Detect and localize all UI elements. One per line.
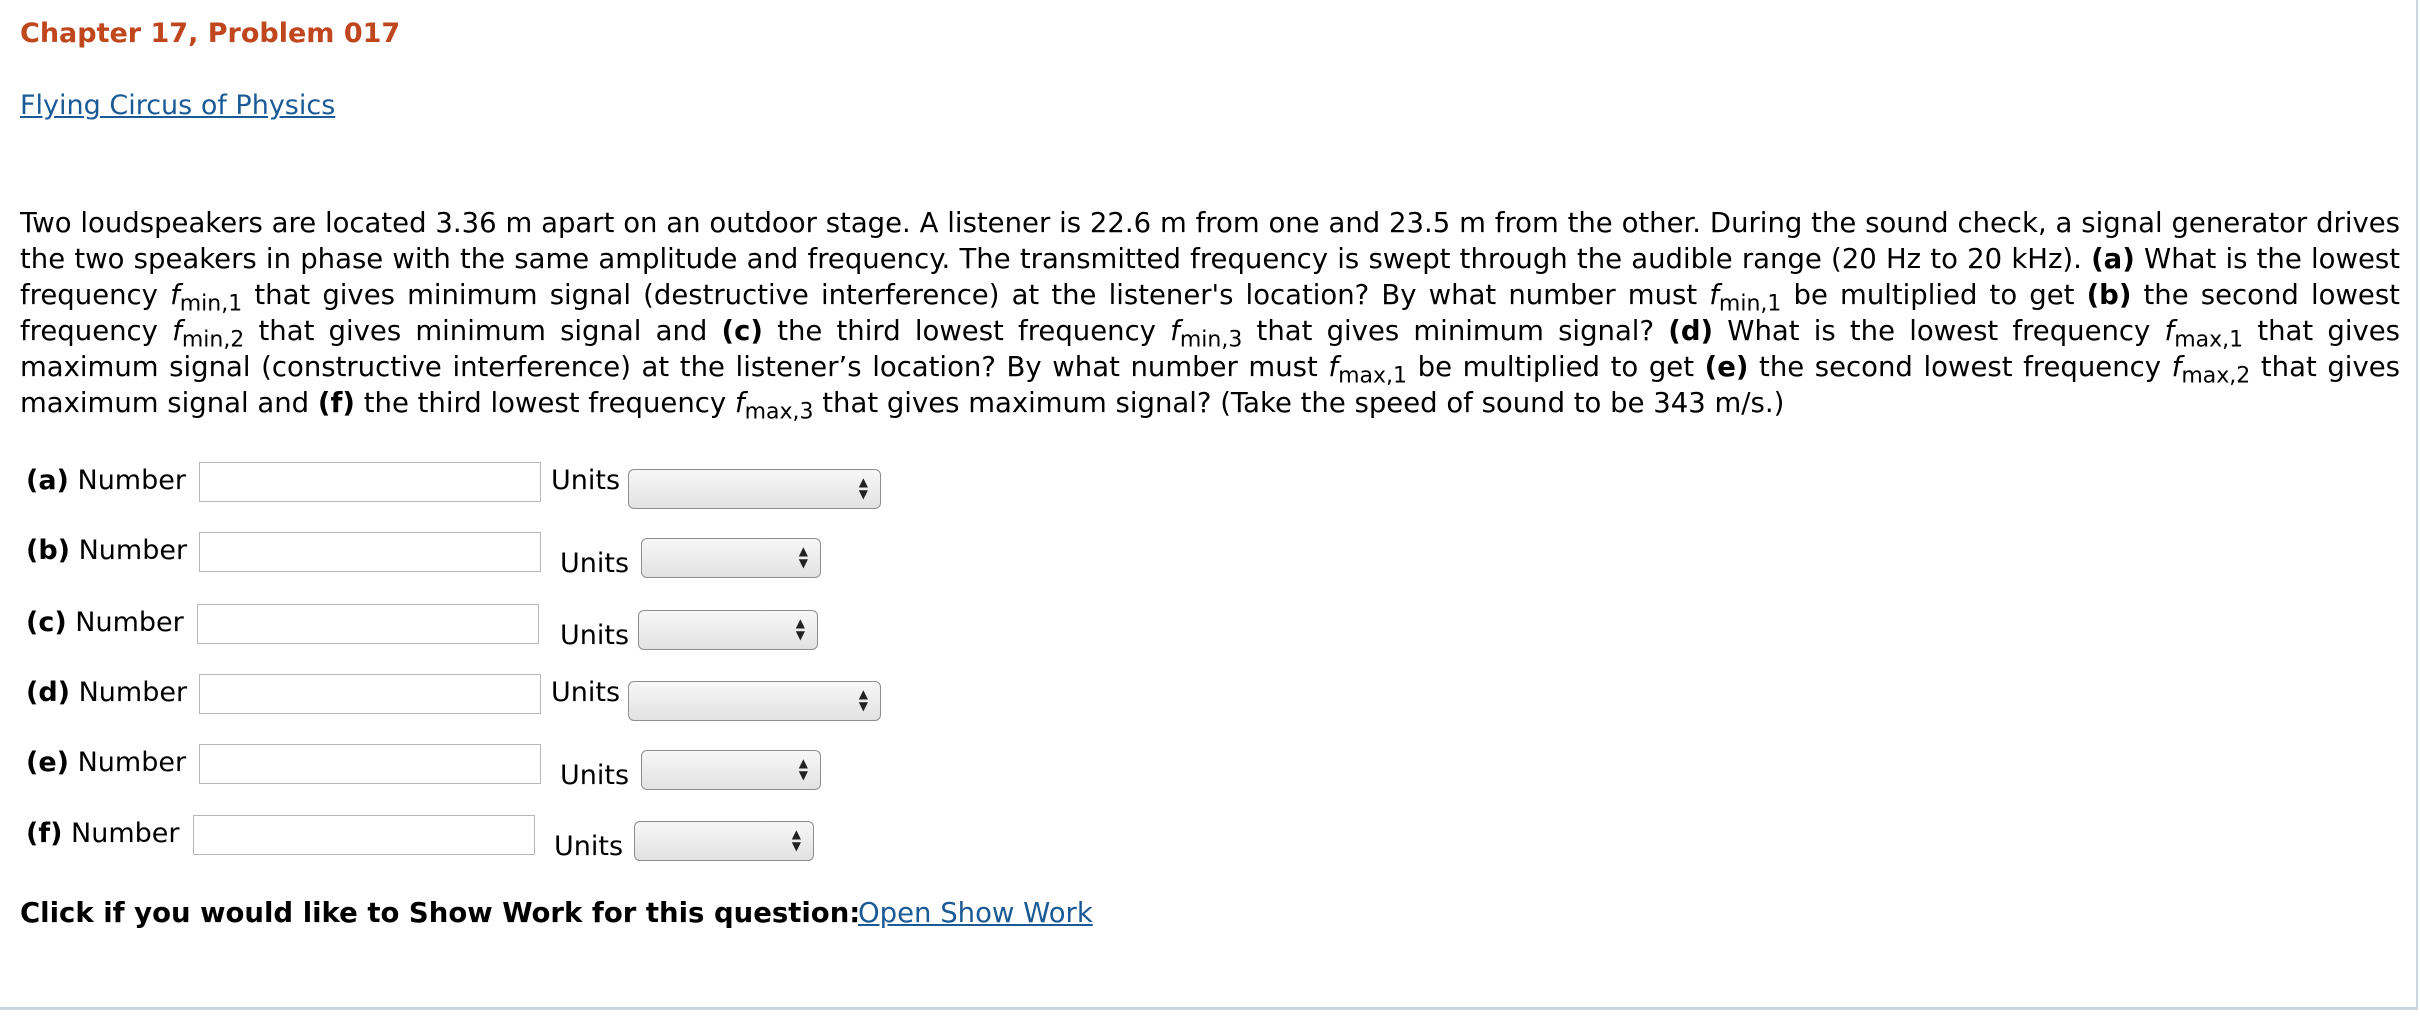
number-input-d[interactable] [199, 674, 541, 714]
subscript-max1: max,1 [2174, 327, 2244, 353]
units-select-a[interactable] [628, 469, 881, 509]
units-label-f: Units [554, 831, 624, 862]
part-a-text: What is the lowest frequency [20, 243, 2400, 311]
number-input-a[interactable] [199, 462, 541, 502]
symbol-f: f [734, 387, 745, 419]
problem-intro: Two loudspeakers are located 3.36 m apart on an outdoor stage. A listener is 22.6 m from one and 23.5 m from the other. During the sound check, a signal generator drives the two speakers in phase with the same amplitude and frequency. The transmitted frequency is swept through the audible range (20 Hz to 20 kHz). [20, 207, 2400, 275]
problem-statement [20, 205, 2401, 425]
answer-tag: (e) [26, 747, 69, 778]
part-e-text-2: that gives maximum signal and [20, 351, 2400, 419]
part-f-tag: (f) [317, 387, 355, 419]
answer-label-c [26, 607, 184, 638]
subscript-max1: max,1 [1338, 363, 1407, 389]
select-arrows-icon: ▲ ▼ [795, 616, 805, 642]
units-select-d[interactable] [628, 681, 881, 721]
part-d-tag: (d) [1668, 315, 1714, 347]
number-input-f[interactable] [193, 815, 535, 855]
part-b-text: the second lowest frequency [20, 279, 2400, 347]
show-work-prompt: Click if you would like to Show Work for this question: [20, 897, 861, 929]
answer-tag: (b) [26, 535, 71, 566]
symbol-f: f [172, 315, 182, 347]
subscript-min1: min,1 [179, 291, 243, 317]
symbol-f: f [170, 279, 180, 311]
part-e-tag: (e) [1704, 351, 1749, 383]
part-a-text-3: be multiplied to get [1793, 279, 2075, 311]
part-c-text-2: that gives minimum signal? [1256, 315, 1655, 347]
number-label: Number [78, 535, 188, 566]
units-select-c[interactable] [638, 610, 818, 650]
select-arrows-icon: ▲ ▼ [798, 756, 808, 782]
subscript-max3: max,3 [744, 399, 814, 425]
answer-label-b [26, 535, 187, 566]
number-input-e[interactable] [199, 744, 541, 784]
units-select-e[interactable] [641, 750, 821, 790]
subscript-min2: min,2 [181, 327, 245, 353]
units-select-b[interactable] [641, 538, 821, 578]
number-label: Number [77, 465, 186, 496]
part-f-text: the third lowest frequency [363, 387, 727, 419]
number-label: Number [71, 818, 180, 849]
problem-title: Chapter 17, Problem 017 [20, 18, 401, 49]
answer-label-e [26, 747, 186, 778]
book-link[interactable]: Flying Circus of Physics [20, 90, 336, 121]
part-d-text: What is the lowest frequency [1727, 315, 2151, 347]
units-label-e: Units [560, 760, 630, 791]
subscript-min3: min,3 [1179, 327, 1243, 353]
part-c-tag: (c) [721, 315, 763, 347]
symbol-f: f [1328, 351, 1339, 383]
answer-tag: (a) [26, 465, 69, 496]
open-show-work-link[interactable]: Open Show Work [858, 897, 1093, 929]
part-c-text: the third lowest frequency [777, 315, 1156, 347]
part-a-text-2: that gives minimum signal (destructive interference) at the listener's location? By what number must [254, 279, 1698, 311]
number-input-b[interactable] [199, 532, 541, 572]
subscript-min1: min,1 [1718, 291, 1782, 317]
part-d-text-2: that gives maximum signal (constructive interference) at the listener’s location? By what number must [20, 315, 2401, 383]
units-label-a: Units [551, 465, 621, 496]
part-e-text: the second lowest frequency [1759, 351, 2162, 383]
symbol-f: f [1170, 315, 1180, 347]
number-label: Number [75, 607, 184, 638]
select-arrows-icon: ▲ ▼ [858, 687, 868, 713]
answer-label-f [26, 818, 180, 849]
part-b-text-2: that gives minimum signal and [258, 315, 708, 347]
number-input-c[interactable] [197, 604, 539, 644]
part-d-text-3: be multiplied to get [1417, 351, 1694, 383]
units-select-f[interactable] [634, 821, 814, 861]
number-label: Number [77, 747, 187, 778]
select-arrows-icon: ▲ ▼ [798, 544, 808, 570]
units-label-b: Units [560, 548, 630, 579]
units-label-d: Units [551, 677, 621, 708]
select-arrows-icon: ▲ ▼ [791, 827, 801, 853]
symbol-f: f [2164, 315, 2175, 347]
part-b-tag: (b) [2086, 279, 2132, 311]
number-label: Number [78, 677, 188, 708]
part-a-tag: (a) [2091, 243, 2135, 275]
answer-label-a [26, 465, 186, 496]
symbol-f: f [1709, 279, 1719, 311]
answer-tag: (f) [26, 818, 63, 849]
answer-tag: (c) [26, 607, 67, 638]
symbol-f: f [2171, 351, 2182, 383]
part-f-text-2: that gives maximum signal? (Take the speed of sound to be 343 m/s.) [822, 387, 1785, 419]
answer-tag: (d) [26, 677, 71, 708]
subscript-max2: max,2 [2181, 363, 2251, 389]
units-label-c: Units [560, 620, 630, 651]
select-arrows-icon: ▲ ▼ [858, 475, 868, 501]
answer-label-d [26, 677, 187, 708]
